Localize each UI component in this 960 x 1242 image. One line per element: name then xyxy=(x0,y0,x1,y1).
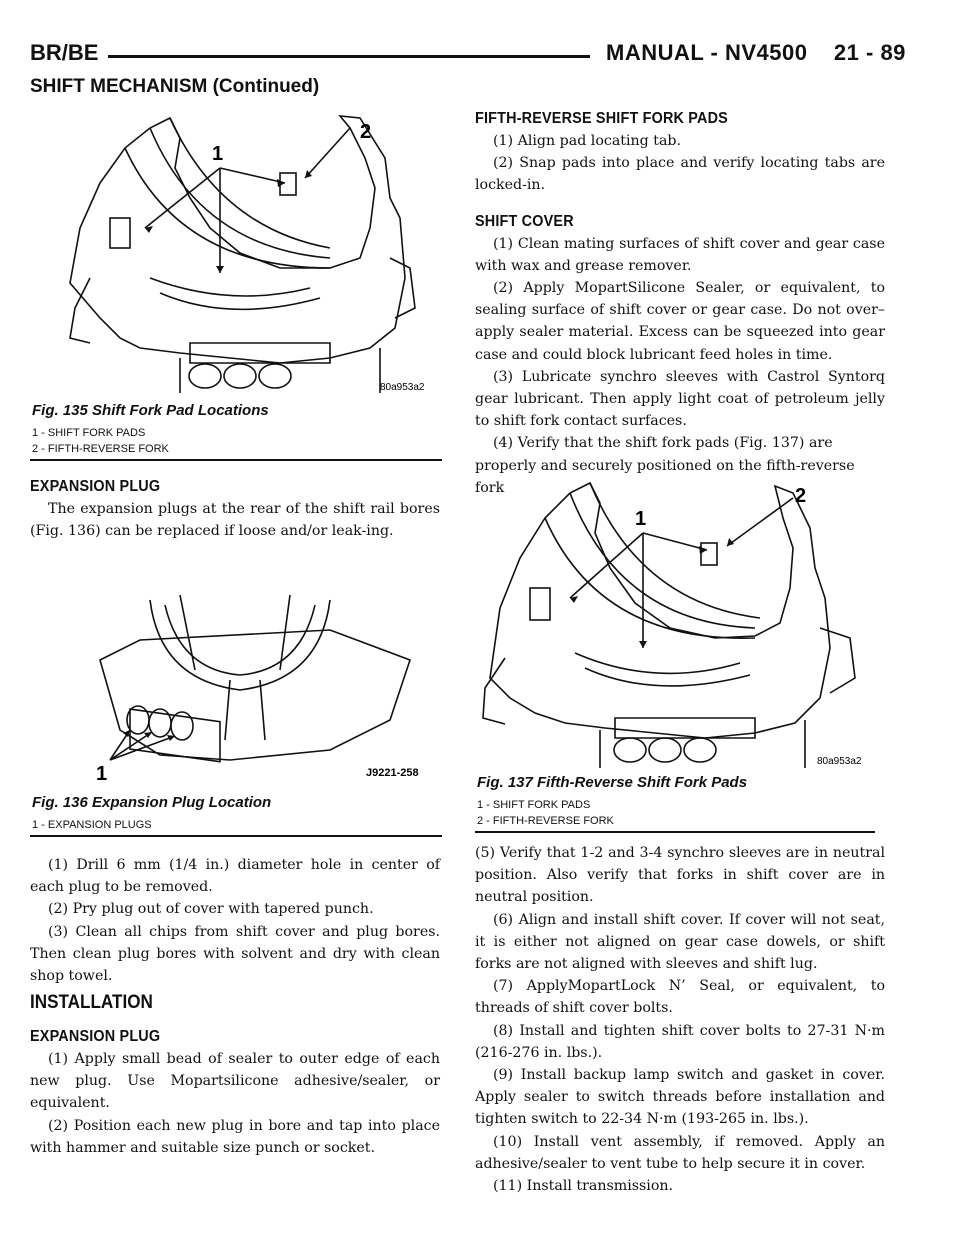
fig136-callout-1: 1 xyxy=(96,763,108,785)
removal-step-1: (1) Drill 6 mm (1/4 in.) diameter hole in center of each plug to be removed. xyxy=(30,857,440,896)
fifth-reverse-pads-heading: FIFTH-REVERSE SHIFT FORK PADS xyxy=(475,110,728,127)
shift-cover-step-8: (8) Install and tighten shift cover bolts to 27-31 N·m (216-276 in. lbs.). xyxy=(475,1022,885,1061)
removal-step-2: (2) Pry plug out of cover with tapered punch. xyxy=(48,901,374,918)
fig136-title: Fig. 136 Expansion Plug Location xyxy=(32,794,272,811)
fig135-legend-1: 1 - SHIFT FORK PADS xyxy=(32,427,146,439)
shift-cover-step-2: (2) Apply MopartSilicone Sealer, or equivalent, to sealing surface of shift cover or gear case. Do not over–apply sealer material. Excess can be squeezed into gear case and could block lubricant feed holes in time. xyxy=(475,280,885,363)
expansion-plug-section xyxy=(30,478,440,542)
expansion-plug-intro: The expansion plugs at the rear of the shift rail bores (Fig. 136) can be replaced if loose and/or leak-ing. xyxy=(30,501,440,540)
header-right: MANUAL - NV4500 21 - 89 xyxy=(606,40,906,65)
figure-137-illustration xyxy=(475,478,875,770)
installation-step-1: (1) Apply small bead of sealer to outer edge of each new plug. Use Mopartsilicone adhesive/sealer, or equivalent. xyxy=(30,1051,440,1112)
expansion-plug-heading: EXPANSION PLUG xyxy=(30,478,161,495)
shift-cover-step-11: (11) Install transmission. xyxy=(493,1178,674,1195)
header-rule xyxy=(108,55,590,58)
figure-135-illustration xyxy=(30,108,442,398)
fifth-reverse-step-1: (1) Align pad locating tab. xyxy=(493,133,681,149)
installation-step-2: (2) Position each new plug in bore and tap into place with hammer and suitable size punch or socket. xyxy=(30,1117,440,1156)
section-continued-title: SHIFT MECHANISM (Continued) xyxy=(30,76,320,97)
shift-cover-step-4: (4) Verify that the shift fork pads (Fig. 137) are properly and securely positioned on the fifth-reverse fork xyxy=(475,435,855,496)
fig137-title: Fig. 137 Fifth-Reverse Shift Fork Pads xyxy=(477,774,748,791)
fig137-callout-2: 2 xyxy=(795,485,807,507)
shift-cover-step-3: (3) Lubricate synchro sleeves with Castrol Syntorq gear lubricant. Then apply light coat of petroleum jelly to shift fork contact surfaces. xyxy=(475,368,885,430)
shift-cover-continued xyxy=(475,842,885,1197)
removal-steps xyxy=(30,854,440,987)
figure-136 xyxy=(30,580,442,837)
installation-sub-heading: EXPANSION PLUG xyxy=(30,1028,161,1045)
fifth-reverse-pads-section xyxy=(475,110,885,499)
fig135-callout-2: 2 xyxy=(360,121,372,143)
fig135-legend-2: 2 - FIFTH-REVERSE FORK xyxy=(32,443,169,455)
shift-cover-step-9: (9) Install backup lamp switch and gasket in cover. Apply sealer to switch threads before installation and tighten switch to 22-34 N·m (193-265 in. lbs.). xyxy=(475,1067,885,1128)
shift-cover-step-10: (10) Install vent assembly, if removed. Apply an adhesive/sealer to vent tube to help secure it in cover. xyxy=(475,1133,885,1172)
fig137-legend-2: 2 - FIFTH-REVERSE FORK xyxy=(477,815,614,827)
installation-heading: INSTALLATION xyxy=(30,992,153,1013)
shift-cover-heading: SHIFT COVER xyxy=(475,212,574,230)
header-left: BR/BE xyxy=(30,40,99,65)
figure-135 xyxy=(30,108,442,461)
fig135-code: 80a953a2 xyxy=(380,382,425,393)
installation-section xyxy=(30,992,440,1159)
fig135-callout-1: 1 xyxy=(212,143,224,165)
fig137-callout-1: 1 xyxy=(635,508,647,530)
figure-136-illustration xyxy=(30,580,442,790)
fig136-legend-1: 1 - EXPANSION PLUGS xyxy=(32,819,152,831)
shift-cover-step-6: (6) Align and install shift cover. If cover will not seat, it is either not aligned on gear case dowels, or shift forks are not aligned with sleeves and shift lug. xyxy=(475,911,885,973)
shift-cover-step-5: (5) Verify that 1-2 and 3-4 synchro sleeves are in neutral position. Also verify that forks in shift cover are in neutral position. xyxy=(475,845,885,906)
fifth-reverse-step-2: (2) Snap pads into place and verify locating tabs are locked-in. xyxy=(475,155,885,194)
fig136-code: J9221-258 xyxy=(366,767,419,779)
removal-step-3: (3) Clean all chips from shift cover and plug bores. Then clean plug bores with solvent and dry with clean shop towel. xyxy=(30,923,440,985)
fig137-legend-1: 1 - SHIFT FORK PADS xyxy=(477,799,591,811)
figure-137 xyxy=(475,478,875,833)
fig135-title: Fig. 135 Shift Fork Pad Locations xyxy=(32,402,269,419)
fig137-code: 80a953a2 xyxy=(817,756,862,767)
shift-cover-step-1: (1) Clean mating surfaces of shift cover and gear case with wax and grease remover. xyxy=(475,235,885,274)
shift-cover-step-7: (7) ApplyMopartLock N’ Seal, or equivalent, to threads of shift cover bolts. xyxy=(475,978,885,1017)
